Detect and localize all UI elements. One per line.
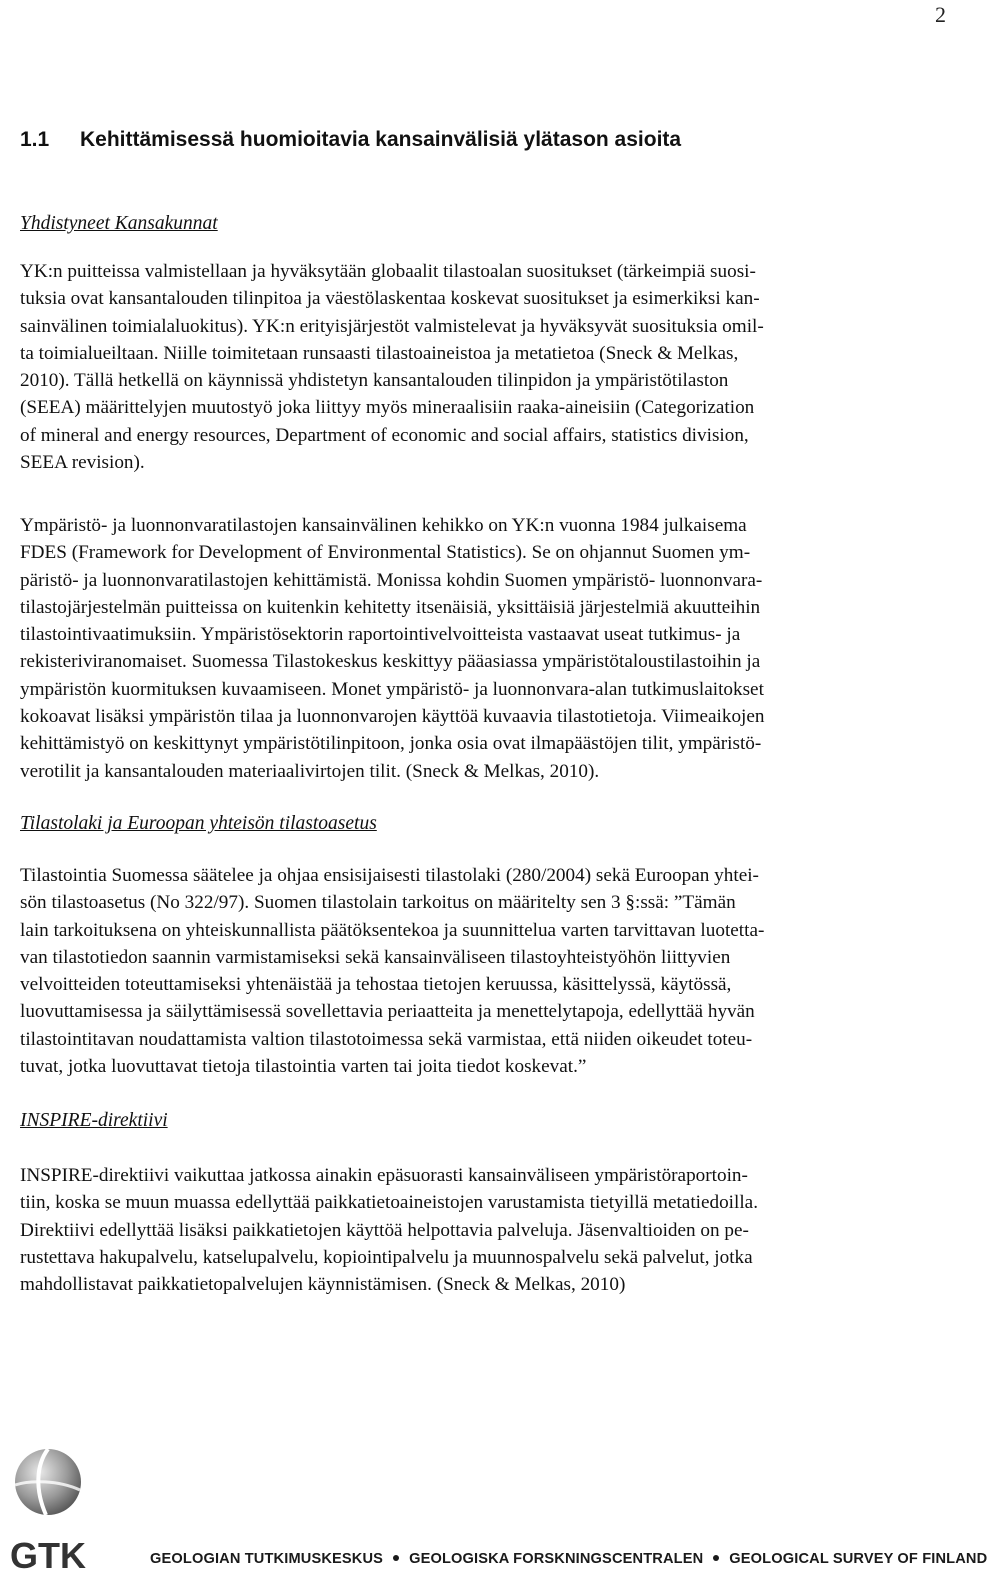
text-line: Ympäristö- ja luonnonvaratilastojen kansainvälinen kehikko on YK:n vuonna 1984 julkaisema [20, 515, 747, 536]
section-title: Kehittämisessä huomioitavia kansainvälisiä ylätason asioita [80, 128, 682, 151]
bullet-icon [713, 1555, 719, 1561]
text-line: Direktiivi edellyttää lisäksi paikkatietojen käyttöä helpottavia palveluja. Jäsenvaltioiden on pe- [20, 1219, 749, 1241]
text-line: mahdollistavat paikkatietopalvelujen käynnistämisen. (Sneck & Melkas, 2010) [20, 1274, 626, 1296]
text-line: velvoitteiden toteuttamiseksi yhtenäistää ja tehostaa tietojen keruussa, käsittelyssä, käytössä, [20, 974, 732, 996]
text-line: sön tilastoasetus (No 322/97). Suomen tilastolain tarkoitus on määritelty sen 3 §:ssä: ”Tämän [20, 892, 736, 914]
text-line: verotilit ja kansantalouden materiaalivirtojen tilit. (Sneck & Melkas, 2010). [20, 760, 600, 782]
text-line: rekisteriviranomaiset. Suomessa Tilastokeskus keskittyy pääasiassa ympäristötaloustilastoihin ja [20, 651, 761, 673]
paragraph [20, 862, 936, 1080]
text-line: ta toimialueiltaan. Niille toimitetaan runsaasti tilastoaineistoa ja metatietoa (Sneck & Melkas, [20, 342, 739, 364]
text-line: INSPIRE-direktiivi vaikuttaa jatkossa ainakin epäsuorasti kansainväliseen ympäristöraportoin- [20, 1165, 748, 1186]
text-line: tilastointivaatimuksiin. Ympäristösektorin raportointivelvoitteista vastaavat useat tutkimus- ja [20, 624, 741, 646]
footer-organization-names [150, 1551, 987, 1567]
text-line: luovuttamisessa ja säilyttämisessä sovellettavia periaatteita ja menettelytapoja, edellyttää hyvän [20, 1001, 755, 1023]
text-line: Tilastointia Suomessa säätelee ja ohjaa ensisijaisesti tilastolaki (280/2004) sekä Euroopan yhtei- [20, 865, 759, 886]
text-line: of mineral and energy resources, Department of economic and social affairs, statistics division, [20, 424, 749, 446]
text-line: päristö- ja luonnonvaratilastojen kehittämistä. Monissa kohdin Suomen ympäristö- luonnonvara- [20, 569, 763, 591]
text-line: kokoavat lisäksi ympäristön tilaa ja luonnonvarojen käyttöä kuvaavia tilastotietoja. Viimeaikojen [20, 706, 765, 728]
text-line: (SEEA) määrittelyjen muutostyö joka liittyy myös mineraalisiin raaka-aineisiin (Categorization [20, 397, 755, 419]
text-line: tuksia ovat kansantalouden tilinpitoa ja väestölaskentaa koskevat suositukset ja esimerkiksi kan- [20, 288, 760, 310]
subheading-tilastolaki: Tilastolaki ja Euroopan yhteisön tilastoasetus [20, 813, 377, 834]
text-line: tilastointitavan noudattamista valtion tilastotoimessa sekä varmistaa, että niiden oikeudet toteu- [20, 1028, 753, 1050]
text-line: kehittämistyö on keskittynyt ympäristötilinpitoon, jonka osia ovat ilmapäästöjen tilit, ympäristö- [20, 733, 762, 755]
bullet-icon [393, 1555, 399, 1561]
text-line: ympäristön kuormituksen kuvaamiseen. Monet ympäristö- ja luonnonvara-alan tutkimuslaitokset [20, 678, 764, 700]
text-line: 2010). Tällä hetkellä on käynnissä yhdistetyn kansantalouden tilinpidon ja ympäristötilaston [20, 370, 729, 392]
section-number: 1.1 [20, 128, 50, 151]
subheading-inspire-direktiivi: INSPIRE-direktiivi [20, 1110, 168, 1131]
footer-name-fi: GEOLOGIAN TUTKIMUSKESKUS [150, 1551, 384, 1567]
text-line: FDES (Framework for Development of Environmental Statistics). Se on ohjannut Suomen ym- [20, 542, 751, 564]
text-line: lain tarkoituksena on yhteiskunnallista päätöksentekoa ja suunnittelua varten tarvittavan luotetta- [20, 919, 765, 941]
paragraph [20, 1162, 936, 1298]
text-line: tuvat, jotka luovuttavat tietoja tilastointia varten tai joita tiedot koskevat.” [20, 1056, 587, 1078]
text-line: tiin, koska se muun muassa edellyttää paikkatietoaineistojen varustamista tietyillä metatiedoilla. [20, 1192, 758, 1214]
page-number: 2 [935, 2, 946, 27]
gtk-logo-icon [8, 1440, 90, 1575]
logo-text: GTK [10, 1535, 86, 1576]
text-line: sainvälinen toimialaluokitus). YK:n erityisjärjestöt valmistelevat ja hyväksyvät suosituksia omil- [20, 315, 764, 337]
text-line: SEEA revision). [20, 452, 145, 474]
paragraph [20, 258, 936, 476]
text-line: YK:n puitteissa valmistellaan ja hyväksytään globaalit tilastoalan suositukset (tärkeimpiä suosi- [20, 261, 756, 282]
footer-name-sv: GEOLOGISKA FORSKNINGSCENTRALEN [409, 1551, 704, 1567]
paragraph [20, 512, 936, 785]
text-line: tilastojärjestelmän puitteissa on kuitenkin kehitetty itsenäisiä, yksittäisiä järjestelmiä akuutteihin [20, 596, 761, 618]
subheading-yhdistyneet-kansakunnat: Yhdistyneet Kansakunnat [20, 213, 218, 234]
footer-name-en: GEOLOGICAL SURVEY OF FINLAND [729, 1551, 987, 1567]
text-line: rustettava hakupalvelu, katselupalvelu, kopiointipalvelu ja muunnospalvelu sekä palvelut, jotka [20, 1246, 753, 1268]
text-line: van tilastotiedon saannin varmistamiseksi sekä kansainväliseen tilastoyhteistyöhön liittyvien [20, 946, 731, 968]
